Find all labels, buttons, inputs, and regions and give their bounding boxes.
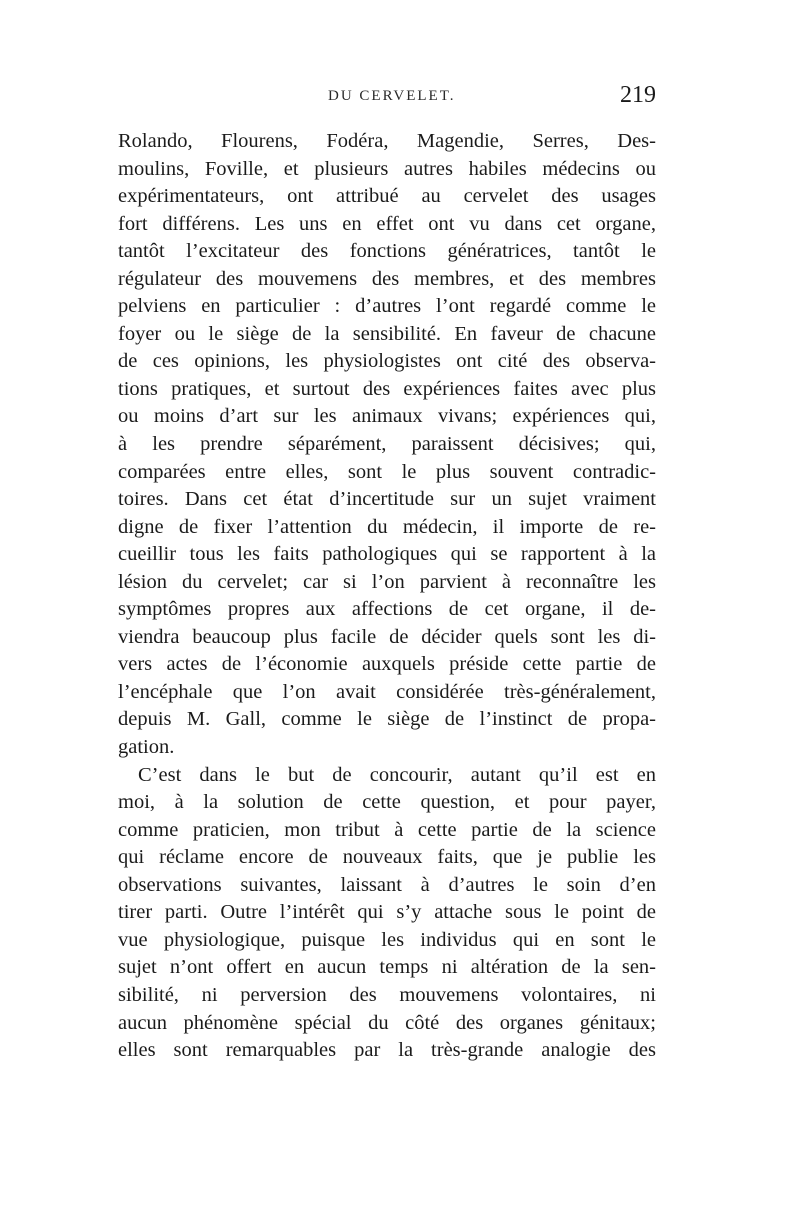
paragraph-start-line: C’est dans le but de concourir, autant qu’il est en <box>138 763 656 786</box>
text-line: aucun phénomène spécial du côté des organes génitaux; <box>118 1011 656 1034</box>
text-line: symptômes propres aux affections de cet organe, il de- <box>118 598 656 621</box>
text-line: fort différens. Les uns en effet ont vu dans cet organe, <box>118 212 656 235</box>
page-number: 219 <box>620 82 656 108</box>
running-title: DU CERVELET. <box>328 88 456 104</box>
text-line: sibilité, ni perversion des mouvemens volontaires, ni <box>118 983 656 1006</box>
text-line: digne de fixer l’attention du médecin, il importe de re- <box>118 515 656 538</box>
body-text <box>118 128 656 1065</box>
text-line: Rolando, Flourens, Fodéra, Magendie, Serres, Des- <box>118 130 656 152</box>
page-header <box>118 84 656 124</box>
text-line: moulins, Foville, et plusieurs autres habiles médecins ou <box>118 157 656 180</box>
text-line: de ces opinions, les physiologistes ont cité des observa- <box>118 350 656 373</box>
paragraph-end-line: gation. <box>118 736 175 759</box>
text-line: vers actes de l’économie auxquels préside cette partie de <box>118 653 656 676</box>
text-line: viendra beaucoup plus facile de décider quels sont les di- <box>118 625 656 648</box>
text-line: qui réclame encore de nouveaux faits, que je publie les <box>118 846 656 869</box>
text-line: ou moins d’art sur les animaux vivans; expériences qui, <box>118 405 656 428</box>
text-line: vue physiologique, puisque les individus qui en sont le <box>118 928 656 951</box>
text-line: toires. Dans cet état d’incertitude sur un sujet vraiment <box>118 488 656 511</box>
text-line: foyer ou le siège de la sensibilité. En faveur de chacune <box>118 322 656 345</box>
text-line: cueillir tous les faits pathologiques qui se rapportent à la <box>118 543 656 566</box>
text-line: moi, à la solution de cette question, et pour payer, <box>118 791 656 814</box>
text-line: expérimentateurs, ont attribué au cervelet des usages <box>118 185 656 208</box>
text-line: comparées entre elles, sont le plus souvent contradic- <box>118 460 656 483</box>
text-line: tirer parti. Outre l’intérêt qui s’y attache sous le point de <box>118 901 656 924</box>
text-line: l’encéphale que l’on avait considérée très-généralement, <box>118 680 656 703</box>
text-line: tions pratiques, et surtout des expériences faites avec plus <box>118 377 656 400</box>
text-line: régulateur des mouvemens des membres, et des membres <box>118 267 656 290</box>
text-line: pelviens en particulier : d’autres l’ont regardé comme le <box>118 295 656 318</box>
text-line: observations suivantes, laissant à d’autres le soin d’en <box>118 873 656 896</box>
text-line: comme praticien, mon tribut à cette partie de la science <box>118 818 656 841</box>
text-line: sujet n’ont offert en aucun temps ni altération de la sen- <box>118 956 656 979</box>
text-line: lésion du cervelet; car si l’on parvient à reconnaître les <box>118 570 656 593</box>
text-line: tantôt l’excitateur des fonctions génératrices, tantôt le <box>118 240 656 263</box>
text-line: depuis M. Gall, comme le siège de l’instinct de propa- <box>118 708 656 731</box>
text-line: à les prendre séparément, paraissent décisives; qui, <box>118 433 656 456</box>
text-line: elles sont remarquables par la très-grande analogie des <box>118 1039 656 1062</box>
